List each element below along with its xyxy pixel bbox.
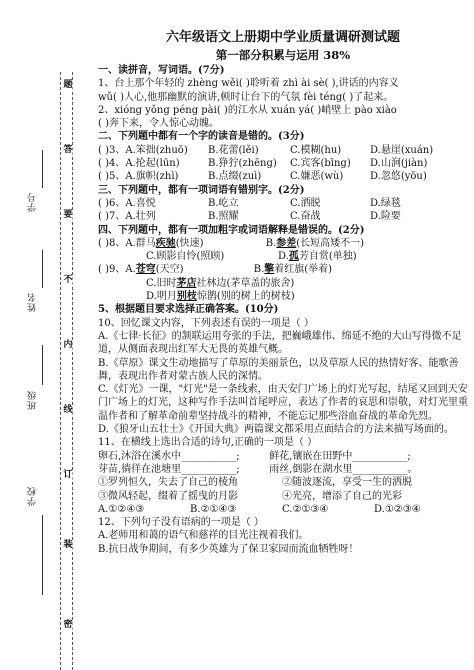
question-11: 11、在横线上选出合适的诗句,正确的一项是（ ）: [98, 437, 318, 449]
poem-blank: ___________;: [352, 450, 411, 462]
bold-term: 疾驰: [155, 237, 176, 249]
poem-row: [98, 463, 468, 476]
binding-char: 订: [63, 470, 73, 480]
bold-term: 孤: [288, 251, 299, 263]
choice-row: [98, 250, 468, 263]
poem-text: 卵石,沐浴在溪水中: [98, 450, 182, 462]
question-line: 1、台上那个年轻的 zhèng wěi( )聆听着 zhì ài sè( ),讲话的内容义: [98, 78, 399, 90]
bold-term: 茅店: [176, 277, 197, 289]
poem-text: 芽苗,徜徉在池塘里: [98, 463, 182, 475]
binding-char: 密: [63, 620, 73, 630]
choice-row: [98, 197, 468, 210]
section-1-heading: 一、读拼音，写词语。(7分): [98, 65, 225, 76]
option-a: A.老师用和蔼的语气和慈祥的目光注视着我们。: [98, 530, 309, 542]
option-b: B.抗日战争期间，有多少英雄为了保卫家园而流血牺牲呀！: [98, 543, 359, 555]
binding-dashed-line: [60, 72, 61, 670]
school-label: 学校: [28, 486, 38, 506]
choice-row: [98, 277, 468, 290]
name-blank: [42, 250, 43, 288]
choice-row: [98, 210, 468, 223]
choice-text: 着红旗(举着): [274, 264, 333, 276]
poem-blank: ___________。: [352, 463, 418, 475]
choice-text: (长短高矮不一): [296, 237, 365, 249]
poem-blank: ___________;: [181, 450, 240, 462]
choice: B.点缀(zuì): [208, 171, 262, 183]
choice: B.屹立: [208, 197, 239, 209]
choice: D.山涧(jiàn): [370, 158, 428, 170]
option-d: D.《狼牙山五壮士》《开国大典》两篇课文都采用点面结合的方法来描写场面的。: [98, 424, 454, 436]
question-line: 2、xióng yǒng péng pài( )的江水从 xuán yá( )峭壁上 pào xiào: [98, 104, 397, 116]
binding-char: 答: [63, 145, 73, 155]
binding-char: 不: [63, 275, 73, 285]
class-label: 班级: [28, 390, 38, 410]
choice: D.忽悠(yōu): [370, 171, 427, 183]
choice: ( )4、A.抡起(lūn): [98, 158, 180, 170]
option: B.②①④③: [190, 503, 237, 515]
section-4-heading: 四、下列题中，都有一项加粗字或词语解释是错误的。(2分): [98, 224, 365, 236]
choice-text: (天空): [155, 264, 184, 276]
binding-char: 内: [63, 340, 73, 350]
binding-char: 装: [63, 540, 73, 550]
choice-text: ( )9、A.: [98, 264, 136, 276]
choice-row: [98, 263, 468, 276]
option-row: [98, 490, 468, 503]
option-b: B.《草原》课文生动地描写了草原的美丽景色，以及草原人民的热情好客、能歌善舞，表现出作者对蒙古族人民的深情。: [98, 357, 459, 382]
question-10: 10、回忆课文内容，下列表述有误的一项是（ ）: [98, 317, 314, 329]
choice-text: D.: [278, 251, 289, 263]
class-blank: [42, 345, 43, 385]
exam-content: [98, 30, 468, 556]
choice-text: 芳自赏(单独): [298, 251, 357, 263]
option: ④光亮，增添了自己的光彩: [282, 490, 402, 502]
poem-blank: ___________;: [181, 463, 240, 475]
section-2-heading: 二、下列题中都有一个字的读音是错的。(3分): [98, 131, 305, 143]
student-id-label: 学号: [28, 192, 38, 212]
choice: D.悬崖(xuán): [370, 144, 434, 156]
option-row: [98, 476, 468, 489]
choice: C.奋战: [290, 211, 321, 223]
bold-term: 参差: [276, 237, 297, 249]
section-3-heading: 三、下列题中，都有一项词语有错别字。(2分): [98, 184, 305, 196]
binding-dashed-line: [72, 72, 73, 670]
choice-row: [98, 237, 468, 250]
binding-margin: [0, 0, 96, 670]
choice-row: [98, 290, 468, 303]
choice: C.宾客(bīng): [290, 158, 351, 170]
choice: ( )5、A.旗帜(zhì): [98, 171, 179, 183]
option: ②随波逐流，享受一生的洒脱: [282, 477, 412, 489]
option-row: [98, 503, 468, 516]
school-blank: [42, 515, 43, 595]
binding-char: 要: [63, 210, 73, 220]
choice: C.嫌恶(wù): [290, 171, 344, 183]
question-line: wǔ( )人心,他那幽默的演讲,顿时让台下的气氛 fèi téng( )了起来。: [98, 91, 394, 103]
choice-text: C.旧时: [146, 277, 177, 289]
choice: B.狰狞(zhēng): [208, 158, 277, 170]
binding-char: 题: [63, 80, 73, 90]
choice: D.险要: [370, 211, 401, 223]
poem-text: 鲜花,镶嵌在田野中: [269, 450, 353, 462]
choice-text: 惊鹊(别的树上的树枝): [196, 291, 295, 303]
choice: C.洒脱: [290, 197, 321, 209]
bold-term: 苍穹: [135, 264, 156, 276]
choice-text: C.顾影自怜(照顾): [146, 251, 225, 263]
poem-text: 雨丝,倒影在湖水里: [269, 463, 353, 475]
choice-row: [98, 144, 468, 157]
option: ③微风轻起，缀着了摇曳的月影: [98, 490, 238, 502]
option-a: A.《七律·长征》的颔联运用夸张的手法，把巍峨雄伟、绵延不绝的大山写得微不足道，从侧面表现出红军大无畏的英雄气概。: [98, 330, 462, 356]
choice: D.绿毯: [370, 197, 401, 209]
choice-row: [98, 170, 468, 183]
option: D.①②③④: [374, 503, 421, 515]
choice: B.花蕾(lěi): [208, 144, 259, 156]
option-c: C.《灯光》一课，"灯光"是一条线索，由天安门广场上的灯光写起，结尾又回到天安门广场上的灯光，这种写作手法叫首尾呼应，表达了作者的哀思和崇敬，对灯光里重温作者和了解革命前辈坚持战斗的精神，不能忘记那些浴血奋战的革命先烈。: [98, 384, 468, 422]
choice: C.模糊(hu): [290, 144, 342, 156]
question-line: ( )奔下来，令人惊心动魄。: [98, 118, 219, 130]
choice-text: B.: [253, 264, 265, 276]
exam-title: 六年级语文上册期中学业质量调研测试题: [165, 30, 400, 45]
question-12: 12、下列句子没有语病的一项是（ ）: [98, 517, 264, 529]
option: C.②①③④: [282, 503, 329, 515]
choice-text: 社林边(茅草盖的旅舍): [196, 277, 295, 289]
binding-char: 线: [63, 405, 73, 415]
part-title: 第一部分积累与运用 38%: [215, 48, 351, 62]
choice-text: ( )8、A.群马: [98, 237, 156, 249]
poem-row: [98, 450, 468, 463]
choice: ( )3、A.笨拙(zhuō): [98, 144, 188, 156]
choice-text: B.: [265, 237, 277, 249]
choice: B.照耀: [208, 211, 239, 223]
bold-term: 别枝: [176, 291, 197, 303]
name-label: 姓名: [28, 292, 38, 312]
student-id-blank: [42, 150, 43, 188]
choice-text: (快速): [175, 237, 204, 249]
choice-row: [98, 157, 468, 170]
choice: ( )6、A.喜悦: [98, 197, 156, 209]
choice-text: D.明月: [146, 291, 177, 303]
choice: ( )7、A.壮列: [98, 211, 156, 223]
section-5-heading: 5、根据题目要求选择正确答案。(10分): [98, 304, 279, 316]
option: ①罗列恒久，失去了自己的棱角: [98, 477, 238, 489]
option: A.①②④③: [98, 503, 145, 515]
bold-term: 擎: [264, 264, 275, 276]
